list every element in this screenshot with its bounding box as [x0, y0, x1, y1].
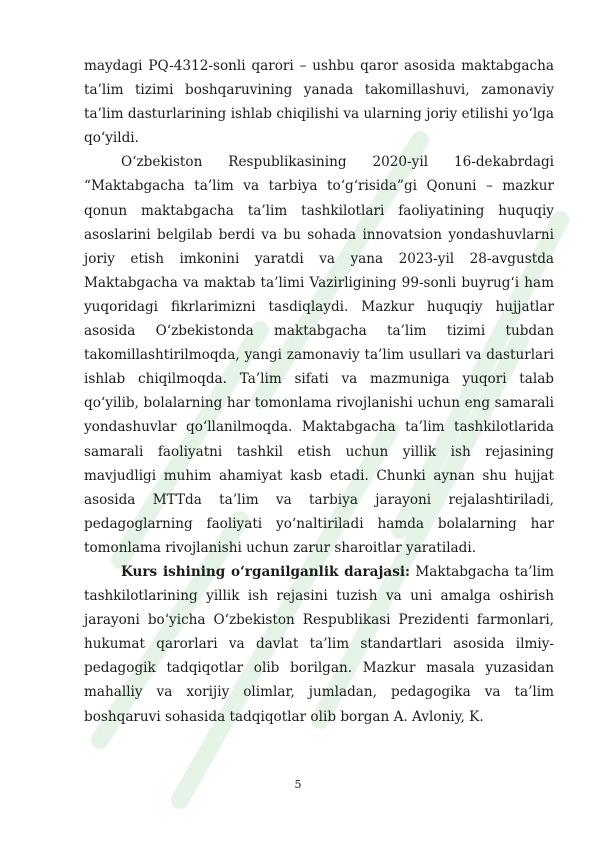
section-heading: Kurs ishining o‘rganilganlik darajasi: — [121, 563, 411, 580]
section-body: Maktabgacha ta’lim tashkilotlarining yillik ish rejasini tuzish va uni amalga oshirish jarayoni bo‘yicha O‘zbekiston Respublikasi Prezidenti farmonlari, hukumat qarorlari va davlat ta’lim standartlari asosida ilmiy-pedagogik tadqiqotlar olib borilgan. Mazkur masala yuzasidan mahalliy va xorijiy olimlar, jumladan, pedagogika va ta’lim boshqaruvi sohasida tadqiqotlar olib borgan A. Avloniy, K. — [84, 563, 554, 725]
page-number: 5 — [294, 778, 302, 791]
paragraph-study-level — [84, 560, 554, 729]
paragraph-law: O‘zbekiston Respublikasining 2020-yil 16-dekabrdagi “Maktabgacha ta’lim va tarbiya to‘g‘risida”gi Qonuni – mazkur qonun maktabgacha ta’lim tashkilotlari faoliyatining huquqiy asoslarini belgilab berdi va bu sohada innovatsion yondashuvlarni joriy etish imkonini yaratdi va yana 2023-yil 28-avgustda Maktabgacha va maktab ta’limi Vazirligining 99-sonli buyrug‘i ham yuqoridagi fikrlarimizni tasdiqlaydi. Mazkur huquqiy hujjatlar asosida O‘zbekistonda maktabgacha ta’lim tizimi tubdan takomillashtirilmoqda, yangi zamonaviy ta’lim usullari va dasturlari ishlab chiqilmoqda. Ta’lim sifati va mazmuniga yuqori talab qo‘yilib, bolalarning har tomonlama rivojlanishi uchun eng samarali yondashuvlar qo‘llanilmoqda. Maktabgacha ta’lim tashkilotlarida samarali faoliyatni tashkil etish uchun yillik ish rejasining mavjudligi muhim ahamiyat kasb etadi. Chunki aynan shu hujjat asosida MTTda ta’lim va tarbiya jarayoni rejalashtiriladi, pedagoglarning faoliyati yo‘naltiriladi hamda bolalarning har tomonlama rivojlanishi uchun zarur sharoitlar yaratiladi. — [84, 154, 554, 556]
body-text — [84, 54, 554, 729]
paragraph-continuation: maydagi PQ-4312-sonli qarori – ushbu qaror asosida maktabgacha ta’lim tizimi boshqaruvining yanada takomillashuvi, zamonaviy ta’lim dasturlarining ishlab chiqilishi va ularning joriy etilishi yo‘lga qo‘yildi. — [84, 58, 554, 147]
